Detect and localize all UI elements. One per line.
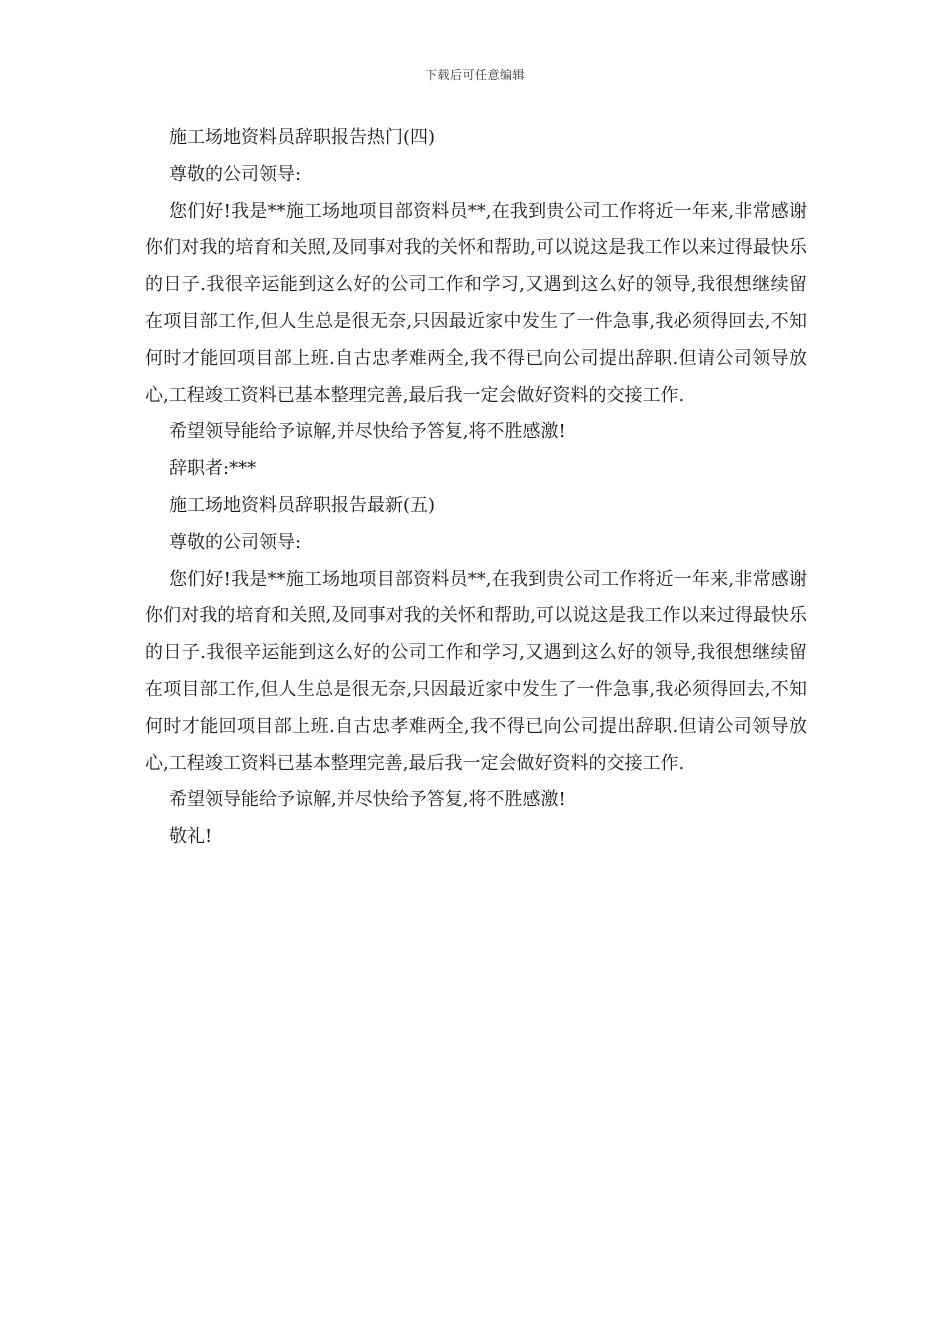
- body-paragraph-5: 您们好!我是**施工场地项目部资料员**,在我到贵公司工作将近一年来,非常感谢你们对我的培育和关照,及同事对我的关怀和帮助,可以说这是我工作以来过得最快乐的日子.我很辛运能到这么好的公司工作和学习,又遇到这么好的领导,我很想继续留在项目部工作,但人生总是很无奈,只因最近家中发生了一件急事,我必须得回去,不知何时才能回项目部上班.自古忠孝难两全,我不得已向公司提出辞职.但请公司领导放心,工程竣工资料已基本整理完善,最后我一定会做好资料的交接工作.: [145, 568, 807, 774]
- body-paragraph-4: 您们好!我是**施工场地项目部资料员**,在我到贵公司工作将近一年来,非常感谢你们对我的培育和关照,及同事对我的关怀和帮助,可以说这是我工作以来过得最快乐的日子.我很辛运能到这么好的公司工作和学习,又遇到这么好的领导,我很想继续留在项目部工作,但人生总是很无奈,只因最近家中发生了一件急事,我必须得回去,不知何时才能回项目部上班.自古忠孝难两全,我不得已向公司提出辞职.但请公司领导放心,工程竣工资料已基本整理完善,最后我一定会做好资料的交接工作.: [145, 200, 807, 406]
- signature-line: 辞职者:***: [169, 458, 257, 480]
- hope-line-4: 希望领导能给予谅解,并尽快给予答复,将不胜感激!: [169, 421, 566, 443]
- page-header-note: 下载后可任意编辑: [424, 68, 525, 82]
- document-body: [145, 120, 807, 856]
- closing-line: 敬礼!: [169, 826, 213, 848]
- section-title-4: 施工场地资料员辞职报告热门(四): [169, 127, 436, 148]
- section-title-5: 施工场地资料员辞职报告最新(五): [169, 494, 436, 516]
- salutation-4: 尊敬的公司领导:: [169, 163, 302, 185]
- hope-line-5: 希望领导能给予谅解,并尽快给予答复,将不胜感激!: [169, 789, 566, 811]
- salutation-5: 尊敬的公司领导:: [169, 531, 302, 553]
